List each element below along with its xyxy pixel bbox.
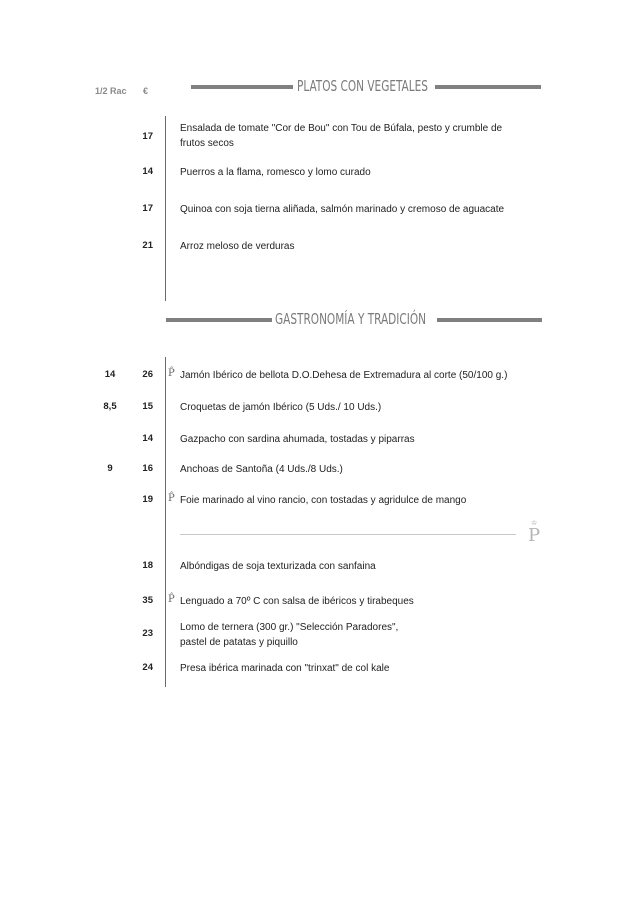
item-price: 16 xyxy=(142,463,153,474)
heading-rule-left xyxy=(191,85,293,89)
item-name: Albóndigas de soja texturizada con sanfaina xyxy=(180,561,376,572)
item-name: Gazpacho con sardina ahumada, tostadas y piparras xyxy=(180,434,415,445)
half-ration-header: 1/2 Rac xyxy=(95,86,127,96)
item-half-price: 14 xyxy=(104,369,116,380)
item-name: Jamón Ibérico de bellota D.O.Dehesa de Extremadura al corte (50/100 g.) xyxy=(180,370,508,381)
item-name: Presa ibérica marinada con "trinxat" de col kale xyxy=(180,663,390,674)
paradores-mark-icon: P̂ xyxy=(168,594,175,605)
item-name: Lenguado a 70º C con salsa de ibéricos y tirabeques xyxy=(180,596,414,607)
logo-letter: P xyxy=(527,525,541,546)
item-name: Quinoa con soja tierna aliñada, salmón marinado y cremoso de aguacate xyxy=(180,204,505,215)
paradores-logo-icon xyxy=(524,520,544,545)
column-divider xyxy=(165,116,166,301)
item-price: 17 xyxy=(142,131,153,142)
heading-rule-left xyxy=(166,318,272,322)
price-header: € xyxy=(143,86,149,96)
item-price: 35 xyxy=(142,595,153,606)
item-name: Arroz meloso de verduras xyxy=(180,241,295,252)
item-name: Croquetas de jamón Ibérico (5 Uds./ 10 Uds.) xyxy=(180,402,382,413)
separator-rule xyxy=(180,534,516,535)
item-half-price: 8,5 xyxy=(103,401,117,412)
item-price: 23 xyxy=(142,628,153,639)
item-name: Foie marinado al vino rancio, con tostadas y agridulce de mango xyxy=(180,495,467,506)
item-price: 14 xyxy=(142,433,153,444)
section-title: GASTRONOMÍA Y TRADICIÓN xyxy=(275,310,427,328)
heading-rule-right xyxy=(437,318,542,322)
item-name: Ensalada de tomate "Cor de Bou" con Tou de Búfala, pesto y crumble de frutos secos xyxy=(180,123,503,149)
item-price: 21 xyxy=(142,240,153,251)
item-price: 19 xyxy=(142,494,153,505)
item-price: 18 xyxy=(142,560,153,571)
heading-rule-right xyxy=(435,85,541,89)
paradores-mark-icon: P̂ xyxy=(168,493,175,504)
crown-icon: ♔ xyxy=(530,519,538,527)
item-price: 15 xyxy=(142,401,153,412)
item-name: Lomo de ternera (300 gr.) "Selección Paradores", pastel de patatas y piquillo xyxy=(180,622,399,648)
paradores-mark-icon: P̂ xyxy=(168,368,175,379)
item-price: 26 xyxy=(142,369,153,380)
column-divider xyxy=(165,357,166,687)
section-title: PLATOS CON VEGETALES xyxy=(297,77,428,95)
item-half-price: 9 xyxy=(107,463,113,474)
item-price: 14 xyxy=(142,166,153,177)
item-price: 17 xyxy=(142,203,153,214)
item-name: Puerros a la flama, romesco y lomo curado xyxy=(180,167,371,178)
item-price: 24 xyxy=(142,662,153,673)
item-name: Anchoas de Santoña (4 Uds./8 Uds.) xyxy=(180,464,343,475)
